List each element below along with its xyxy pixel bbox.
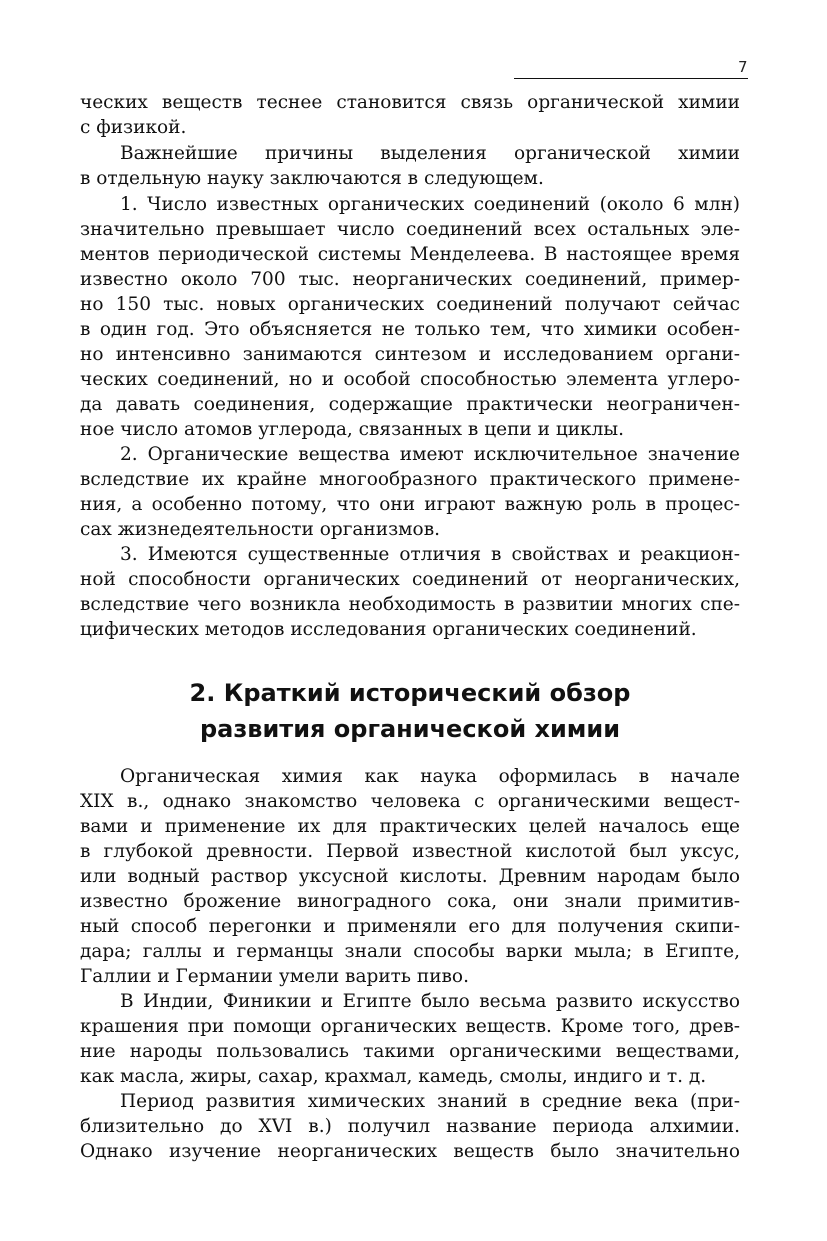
header-rule <box>514 78 748 79</box>
text-line: 2. Органические вещества имеют исключительное значение <box>120 444 740 465</box>
text-line: крашения при помощи органических веществ. Кроме того, древ- <box>80 1016 740 1037</box>
text-line: ное число атомов углерода, связанных в цепи и циклы. <box>80 419 624 440</box>
text-line: да давать соединения, содержащие практически неограничен- <box>80 394 740 415</box>
text-line: с физикой. <box>80 117 187 138</box>
text-line: сах жизнедеятельности организмов. <box>80 519 440 540</box>
text-line: цифических методов исследования органических соединений. <box>80 619 697 640</box>
text-line: 1. Число известных органических соединений (около 6 млн) <box>120 194 740 215</box>
text-line: ния, а особенно потому, что они играют важную роль в процес- <box>80 494 740 515</box>
text-line: Однако изучение неорганических веществ было значительно <box>80 1141 740 1162</box>
text-line: ментов периодической системы Менделеева. В настоящее время <box>80 244 740 265</box>
section-heading-line-1: 2. Краткий исторический обзор <box>189 679 631 707</box>
text-line: или водный раствор уксусной кислоты. Древним народам было <box>80 866 740 887</box>
text-line: но интенсивно занимаются синтезом и исследованием органи- <box>80 344 740 365</box>
text-line: ческих соединений, но и особой способностью элемента углеро- <box>80 369 740 390</box>
text-line: В Индии, Финикии и Египте было весьма развито искусство <box>120 991 740 1012</box>
text-line: 3. Имеются существенные отличия в свойствах и реакцион- <box>120 544 740 565</box>
text-line: но 150 тыс. новых органических соединений получают сейчас <box>80 294 740 315</box>
text-line: ной способности органических соединений от неорганических, <box>80 569 740 590</box>
text-line: ческих веществ теснее становится связь органической химии <box>80 92 740 113</box>
text-line: вследствие их крайне многообразного практического примене- <box>80 469 740 490</box>
text-line: Галлии и Германии умели варить пиво. <box>80 966 469 987</box>
text-line: известно около 700 тыс. неорганических соединений, пример- <box>80 269 740 290</box>
text-line: известно брожение виноградного сока, они знали примитив- <box>80 891 740 912</box>
text-line: значительно превышает число соединений всех остальных эле- <box>80 219 740 240</box>
text-line: в один год. Это объясняется не только тем, что химики особен- <box>80 319 740 340</box>
text-line: ние народы пользовались такими органическими веществами, <box>80 1041 740 1062</box>
text-line: как масла, жиры, сахар, крахмал, камедь, смолы, индиго и т. д. <box>80 1066 707 1087</box>
text-line: Важнейшие причины выделения органической химии <box>120 143 740 164</box>
text-line: вследствие чего возникла необходимость в развитии многих спе- <box>80 594 740 615</box>
text-line: ный способ перегонки и применяли его для получения скипи- <box>80 916 740 937</box>
text-line: вами и применение их для практических целей началось еще <box>80 816 740 837</box>
page-number: 7 <box>738 58 748 76</box>
text-line: дара; галлы и германцы знали способы варки мыла; в Египте, <box>80 941 740 962</box>
section-heading-line-2: развития органической химии <box>199 715 621 743</box>
text-line: в отдельную науку заключаются в следующем. <box>80 168 544 189</box>
text-line: XIX в., однако знакомство человека с органическими вещест- <box>80 791 740 812</box>
text-line: близительно до XVI в.) получил название периода алхимии. <box>80 1116 740 1137</box>
text-line: Органическая химия как наука оформилась в начале <box>120 766 740 787</box>
text-line: в глубокой древности. Первой известной кислотой был уксус, <box>80 841 740 862</box>
text-line: Период развития химических знаний в средние века (при- <box>120 1091 740 1112</box>
